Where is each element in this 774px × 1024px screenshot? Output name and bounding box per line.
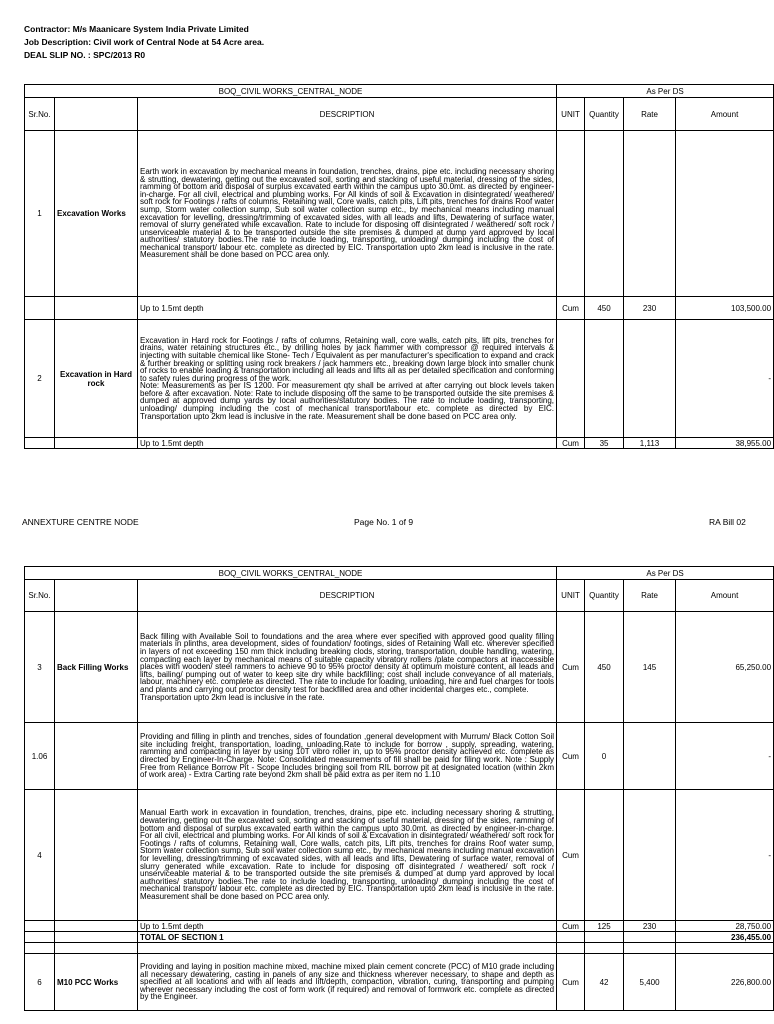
deal-slip-line: DEAL SLIP NO. : SPC/2013 R0 bbox=[24, 50, 146, 60]
boq-table-page-1 bbox=[24, 84, 774, 449]
quantity-header: Quantity bbox=[585, 580, 624, 612]
table-row bbox=[25, 320, 774, 438]
row-item-name: M10 PCC Works bbox=[55, 954, 138, 1011]
footer-page-number: Page No. 1 of 9 bbox=[354, 517, 414, 527]
row-description: Earth work in excavation by mechanical means in foundation, trenches, drains, pipe etc. including necessary shoring & strutting, dewatering, getting out the excavated soil, sorting and stacking of useful material, dressing of the sides, ramming of bottom and disposal of surplus excavated earth within the campus upto 30.0mt. as directed by engineer-in-charge. For all civil, electrical and plumbing works. For All kinds of soil & Excavation in disintegrated/ weathered/ soft rock for Footings / rafts of columns, Retaining wall, Core walls, catch pits, Lift pits, trenches for drains Roof water sump, Storm water collection sump, Sub soil water collection sump etc., by mechanical means including manual excavation for levelling, dressing/trimming of excavated sides, with all leads and lifts, Dewatering of surface water, removal of slurry generated while excavation. Rate to include for disposing off disintegrated / weathered/ soft rock / unserviceable material & to be transported outside the site premises & dumped at dump yard approved by local authorities/ statutory bodies.The rate to include loading, transporting, unloading/ dumping including the cost of mechanical transport/ labour etc. complete as directed by EIC. Transportation upto 2km lead is inclusive in the rate. Measurement shall be done based on PCC area only. bbox=[138, 131, 557, 297]
row-quantity: 42 bbox=[585, 954, 624, 1011]
table-row bbox=[25, 723, 774, 790]
row-amount: 226,800.00 bbox=[676, 954, 774, 1011]
table-row bbox=[25, 612, 774, 723]
rate-header: Rate bbox=[624, 98, 676, 131]
unit-header: UNIT bbox=[557, 98, 585, 131]
total-amount: 236,455.00 bbox=[676, 932, 774, 943]
row-quantity: 35 bbox=[585, 438, 624, 449]
boq-title: BOQ_CIVIL WORKS_CENTRAL_NODE bbox=[25, 567, 557, 580]
table-row bbox=[25, 438, 774, 449]
row-subitem: Up to 1.5mt depth bbox=[138, 921, 557, 932]
row-rate: 230 bbox=[624, 921, 676, 932]
contractor-line: Contractor: M/s Maanicare System India Private Limited bbox=[24, 24, 249, 34]
name-header bbox=[55, 98, 138, 131]
row-description: Providing and laying in position machine mixed, machine mixed plain cement concrete (PCC) of M10 grade including all necessary dewatering, casting in panels of any size and thickness wherever necessary, to shape and depth as specified at all locations and with all leads and lift/depth, compaction, vibration, curing, transporting and pumping wherever necessary including the cost of form work (if required) and removal of formwork etc. complete as directed by the Engineer. bbox=[138, 954, 557, 1011]
row-description: Providing and filling in plinth and trenches, sides of foundation ,general development with Murrum/ Black Cotton Soil site including freight, transportation, loading, unloading.Rate to include for borrow , supply, spreading, watering, ramming and compacting in layer by using 10T vibro roller in, up to 95% proctor density achieved etc. complete as directed by Engineer-In-Charge. Note: Consolidated measurements of fill shall be paid for filing work. Note : Supply Free from Reliance Borrow Pit - Scope Includes bringing soil from RIL borrow pit at designated location (within 2km of work area) - Extra Carting rate beyond 2km shall be paid extra as per item no 1.10 bbox=[138, 723, 557, 790]
row-srno: 1 bbox=[25, 131, 55, 297]
row-srno: 2 bbox=[25, 320, 55, 438]
name-header bbox=[55, 580, 138, 612]
row-amount: 38,955.00 bbox=[676, 438, 774, 449]
row-amount: - bbox=[676, 723, 774, 790]
total-row bbox=[25, 932, 774, 943]
table-row bbox=[25, 790, 774, 921]
description-header: DESCRIPTION bbox=[138, 98, 557, 131]
row-unit: Cum bbox=[557, 723, 585, 790]
footer-ra-bill: RA Bill 02 bbox=[709, 517, 746, 527]
row-unit: Cum bbox=[557, 297, 585, 320]
row-unit: Cum bbox=[557, 612, 585, 723]
row-unit: Cum bbox=[557, 921, 585, 932]
row-srno: 4 bbox=[25, 790, 55, 921]
srno-header: Sr.No. bbox=[25, 98, 55, 131]
row-quantity: 450 bbox=[585, 297, 624, 320]
row-amount: 103,500.00 bbox=[676, 297, 774, 320]
row-srno: 1.06 bbox=[25, 723, 55, 790]
row-description: Back filling with Available Soil to foundations and the area where ever specified with approved good quality filling materials in plinths, area development, sides of foundation/ footings, sides of Retaining Wall etc. wherever specified in layers of not exceeding 150 mm thick including breaking clods, storing, transportation, double handling, watering, compacting each layer by mechanical means of suitable capacity vibratory rollers /plate compactors at inaccessible places with wooden/ steel rammers to achieve 90 to 95% proctor density at optimum moisture content, all leads and lifts, bailing/ pumping out of water to keep site dry while backfilling; cost shall include conveyance of all materials, labour, machinery etc. complete as directed. The rate to include for loading, unloading, hire and fuel charges for tools and plants and carrying out proctor density test for backfilled area and other incidental charges etc., complete. Transportation upto 2km lead is inclusive in the rate. bbox=[138, 612, 557, 723]
row-description: Excavation in Hard rock for Footings / rafts of columns, Retaining wall, core walls, catch pits, lift pits, trenches for drains, water retaining structures etc., by drilling holes by jack hammer with compressor @ required intervals & injecting with suitable chemical like Stone- Tech / Equivalent as per manufacturer's specification to expand and crack & further breaking or splitting using rock breakers / jack hammers etc., breaking down large block into smaller chunk of rocks to enable loading & transportation including all leads and lifts all as per detailed specification and conforming to safety rules during progress of the work. Note: Measurements as per IS 1200. For measurement qty shall be arrived at after carrying out block levels taken before & after excavation. Note: Rate to include disposing off the same to be transported outside the site premises & dumped at approved dump yards by local authorities/statutory bodies. The rate to include loading, transporting, unloading/ dumping including the cost of mechanical transport/labour etc. complete as directed by EIC. Transportation upto 2km lead is inclusive in the rate. Measurement shall be done based on PCC area only. bbox=[138, 320, 557, 438]
row-srno: 3 bbox=[25, 612, 55, 723]
table-row bbox=[25, 921, 774, 932]
row-unit: Cum bbox=[557, 438, 585, 449]
row-unit: Cum bbox=[557, 954, 585, 1011]
row-amount: - bbox=[676, 320, 774, 438]
unit-header: UNIT bbox=[557, 580, 585, 612]
row-item-name: Back Filling Works bbox=[55, 612, 138, 723]
row-amount: - bbox=[676, 790, 774, 921]
row-item-name: Excavation Works bbox=[55, 131, 138, 297]
description-header: DESCRIPTION bbox=[138, 580, 557, 612]
table-row bbox=[25, 954, 774, 1011]
row-quantity: 450 bbox=[585, 612, 624, 723]
row-rate: 5,400 bbox=[624, 954, 676, 1011]
job-description-line: Job Description: Civil work of Central Node at 54 Acre area. bbox=[24, 37, 265, 47]
footer-annexture: ANNEXTURE CENTRE NODE bbox=[22, 517, 139, 527]
row-quantity: 0 bbox=[585, 723, 624, 790]
boq-title: BOQ_CIVIL WORKS_CENTRAL_NODE bbox=[25, 85, 557, 98]
row-rate: 145 bbox=[624, 612, 676, 723]
srno-header: Sr.No. bbox=[25, 580, 55, 612]
amount-header: Amount bbox=[676, 98, 774, 131]
as-per-ds-header: As Per DS bbox=[557, 85, 774, 98]
amount-header: Amount bbox=[676, 580, 774, 612]
rate-header: Rate bbox=[624, 580, 676, 612]
total-label: TOTAL OF SECTION 1 bbox=[138, 932, 557, 943]
table-row bbox=[25, 297, 774, 320]
quantity-header: Quantity bbox=[585, 98, 624, 131]
row-rate: 1,113 bbox=[624, 438, 676, 449]
row-amount: 65,250.00 bbox=[676, 612, 774, 723]
row-unit: Cum bbox=[557, 790, 585, 921]
row-item-name: Excavation in Hard rock bbox=[55, 320, 138, 438]
row-description: Manual Earth work in excavation in foundation, trenches, drains, pipe etc. including necessary shoring & strutting, dewatering, getting out the excavated soil, sorting and stacking of useful material, dressing of the sides, ramming of bottom and disposal of surplus excavated earth within the campus upto 30.0mt. as directed by engineer-in-charge. For all civil, electrical and plumbing works. For All kinds of soil & Excavation in disintegrated/ weathered/ soft rock for Footings / rafts of columns, Retaining wall, Core walls, catch pits, Lift pits, trenches for drains Roof water sump, Storm water collection sump, Sub soil water collection sump etc., by mechanical means including manual excavation for levelling, dressing/trimming of excavated sides, with all leads and lifts, Dewatering of surface water, removal of slurry generated while excavation. Rate to include for disposing off disintegrated / weathered/ soft rock / unserviceable material & to be transported outside the site premises & dumped at dump yard approved by local authorities/ statutory bodies.The rate to include loading, transporting, unloading/ dumping including the cost of mechanical transport/ labour etc. complete as directed by EIC. Transportation upto 2km lead is inclusive in the rate. Measurement shall be done based on PCC area only. bbox=[138, 790, 557, 921]
row-rate: 230 bbox=[624, 297, 676, 320]
table-row bbox=[25, 131, 774, 297]
row-srno: 6 bbox=[25, 954, 55, 1011]
boq-table-page-2 bbox=[24, 566, 774, 1011]
row-amount: 28,750.00 bbox=[676, 921, 774, 932]
as-per-ds-header: As Per DS bbox=[557, 567, 774, 580]
row-quantity: 125 bbox=[585, 921, 624, 932]
row-subitem: Up to 1.5mt depth bbox=[138, 297, 557, 320]
row-subitem: Up to 1.5mt depth bbox=[138, 438, 557, 449]
